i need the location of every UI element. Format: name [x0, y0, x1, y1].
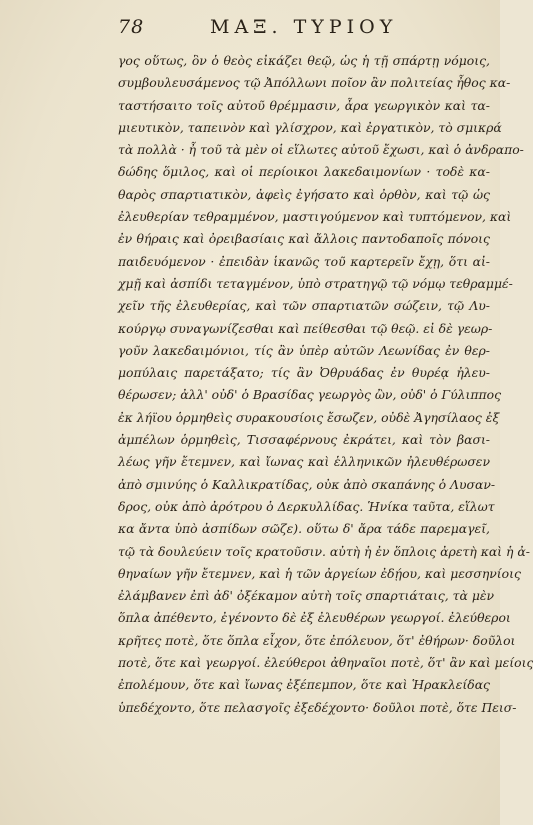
- text-line: κρῆτες ποτὲ, ὅτε ὅπλα εἶχον, ὅτε ἐπόλευον, ὅτ' ἐθήρων· δοῦλοι: [118, 632, 516, 648]
- text-line: ὑπεδέχοντο, ὅτε πελασγοῖς ἐξεδέχοντο· δοῦλοι ποτὲ, ὅτε Πεισ-: [118, 699, 517, 715]
- text-line: παιδευόμενον · ἐπειδὰν ἱκανῶς τοῦ καρτερεῖν ἔχῃ, ὅτι αἰ-: [118, 253, 490, 269]
- main-text: [118, 50, 533, 719]
- text-line: δρος, οὐκ ἀπὸ ἀρότρου ὁ Δερκυλλίδας. Ἡνίκα ταῦτα, εἵλωτ: [118, 498, 495, 514]
- text-line: δώδης ὅμιλος, καὶ οἱ περίοικοι λακεδαιμονίων · τοδὲ κα-: [118, 164, 490, 180]
- text-line: τὰ πολλὰ · ἦ τοῦ τὰ μὲν οἱ εἵλωτες αὐτοῦ ἔχωσι, καὶ ὁ ἀνδραπο-: [118, 142, 524, 158]
- page-header: [0, 14, 500, 44]
- text-line: συμβουλευσάμενος τῷ Ἀπόλλωνι ποῖον ἂν πολιτείας ἦθος κα-: [118, 75, 511, 91]
- text-line: ἀμπέλων ὁρμηθεὶς, Τισσαφέρνους ἐκράτει, καὶ τὸν βασι-: [118, 432, 490, 448]
- text-line: ἐλευθερίαν τεθραμμένον, μαστιγούμενον καὶ τυπτόμενον, καὶ: [118, 209, 512, 225]
- text-line: μοπύλαις παρετάξατο; τίς ἂν Ὀθρυάδας ἐν θυρέᾳ ἠλευ-: [118, 365, 490, 381]
- text-line: θηναίων γῆν ἔτεμνεν, καὶ ἡ τῶν ἀργείων ἐδῄου, καὶ μεσσηνίοις: [118, 565, 521, 581]
- text-line: κούργῳ συναγωνίζεσθαι καὶ πείθεσθαι τῷ θεῷ. εἰ δὲ γεωρ-: [118, 320, 493, 336]
- text-line: θέρωσεν; ἀλλ' οὐδ' ὁ Βρασίδας γεωργὸς ὢν, οὐδ' ὁ Γύλιππος: [118, 387, 502, 403]
- text-line: ποτὲ, ὅτε καὶ γεωργοί. ἐλεύθεροι ἀθηναῖοι ποτὲ, ὅτ' ἂν καὶ μείοις: [118, 655, 533, 671]
- text-line: γοῦν λακεδαιμόνιοι, τίς ἂν ὑπὲρ αὐτῶν Λεωνίδας ἐν θερ-: [118, 342, 490, 358]
- text-line: θαρὸς σπαρτιατικὸν, ἀφεὶς ἐγήσατο καὶ ὀρθὸν, καὶ τῷ ὡς: [118, 186, 490, 202]
- text-line: ἀπὸ σμινύης ὁ Καλλικρατίδας, οὐκ ἀπὸ σκαπάνης ὁ Λυσαν-: [118, 476, 496, 492]
- text-line: μιευτικὸν, ταπεινὸν καὶ γλίσχρον, καὶ ἐργατικὸν, τὸ σμικρά: [118, 119, 502, 135]
- running-head: ΜΑΞ. ΤΥΡΙΟΥ: [210, 16, 398, 38]
- text-line: λέως γῆν ἔτεμνεν, καὶ ἴωνας καὶ ἑλληνικῶν ἠλευθέρωσεν: [118, 454, 490, 470]
- text-line: χμῇ καὶ ἀσπίδι τεταγμένον, ὑπὸ στρατηγῷ τῷ νόμῳ τεθραμμέ-: [118, 275, 513, 291]
- text-line: χεῖν τῆς ἐλευθερίας, καὶ τῶν σπαρτιατῶν σώζειν, τῷ Λυ-: [118, 298, 490, 314]
- text-line: ἐπολέμουν, ὅτε καὶ ἴωνας ἐξέπεμπον, ὅτε καὶ Ἡρακλείδας: [118, 677, 490, 693]
- text-line: ὅπλα ἀπέθεντο, ἐγένοντο δὲ ἐξ ἐλευθέρων γεωργοί. ἐλεύθεροι: [118, 610, 511, 626]
- text-line: ἐκ λήϊου ὁρμηθεὶς συρακουσίοις ἔσωζεν, οὐδὲ Ἀγησίλαος ἐξ: [118, 409, 500, 425]
- text-line: κα ἄντα ὑπὸ ἀσπίδων σῶζε). οὕτω δ' ἄρα τάδε παρεμαγεῖ,: [118, 521, 490, 537]
- text-line: ἐλάμβανεν ἐπὶ ἀδ' ὀξέκαμον αὐτὴ τοῖς σπαρτιάταις, τὰ μὲν: [118, 588, 495, 604]
- text-line: ἐν θήραις καὶ ὀρειβασίαις καὶ ἄλλοις παντοδαποῖς πόνοις: [118, 231, 490, 247]
- text-line: τῷ τὰ δουλεύειν τοῖς κρατοῦσιν. αὐτὴ ἡ ἐν ὅπλοις ἀρετὴ καὶ ἡ ἀ-: [118, 543, 530, 559]
- text-line: γος οὕτως, ὃν ὁ θεὸς εἰκάζει θεῷ, ὡς ἡ τῇ σπάρτῃ νόμοις,: [118, 53, 490, 68]
- text-line: ταστήσαιτο τοῖς αὐτοῦ θρέμμασιν, ἆρα γεωργικὸν καὶ τα-: [118, 97, 490, 113]
- page-number: 78: [118, 16, 145, 38]
